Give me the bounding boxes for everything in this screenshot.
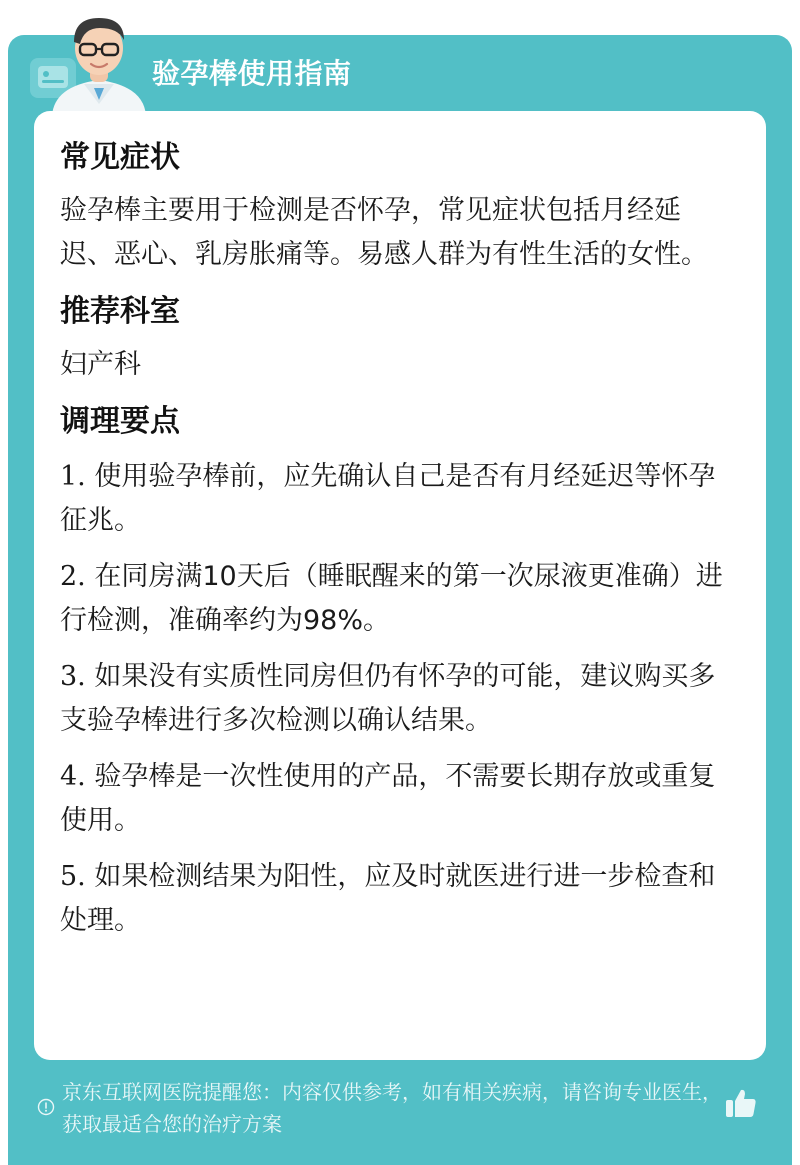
list-item-text: 如果检测结果为阳性，应及时就医进行进一步检查和处理。: [60, 861, 716, 936]
list-item-number: 5.: [60, 861, 86, 892]
thumbs-up-icon[interactable]: [724, 1086, 758, 1120]
list-item: [60, 455, 730, 543]
list-item-number: 3.: [60, 661, 86, 692]
list-item: [60, 555, 730, 643]
symptoms-body: 验孕棒主要用于检测是否怀孕，常见症状包括月经延迟、恶心、乳房胀痛等。易感人群为有性生活的女性。: [60, 195, 708, 270]
page-title: 验孕棒使用指南: [152, 57, 352, 90]
list-item-text: 使用验孕棒前，应先确认自己是否有月经延迟等怀孕征兆。: [60, 461, 716, 536]
list-item-number: 1.: [60, 461, 86, 492]
disclaimer-notice: 京东互联网医院提醒您：内容仅供参考，如有相关疾病，请咨询专业医生，获取最适合您的治疗方案: [62, 1080, 722, 1136]
content-panel: [34, 111, 766, 1060]
list-item: [60, 855, 730, 943]
doctor-avatar: [44, 8, 154, 116]
list-item-number: 4.: [60, 761, 86, 792]
department-title: 推荐科室: [60, 294, 180, 329]
list-item-text: 验孕棒是一次性使用的产品，不需要长期存放或重复使用。: [60, 761, 716, 836]
list-item-text: 如果没有实质性同房但仍有怀孕的可能，建议购买多支验孕棒进行多次检测以确认结果。: [60, 661, 716, 736]
department-body: 妇产科: [60, 349, 141, 380]
list-item-number: 2.: [60, 561, 86, 592]
list-item-text: 在同房满10天后（睡眠醒来的第一次尿液更准确）进行检测，准确率约为98%。: [60, 561, 723, 636]
list-item: [60, 655, 730, 743]
symptoms-title: 常见症状: [60, 140, 180, 175]
info-circle-icon: [37, 1098, 55, 1116]
list-item: [60, 755, 730, 843]
tips-title: 调理要点: [60, 404, 180, 439]
